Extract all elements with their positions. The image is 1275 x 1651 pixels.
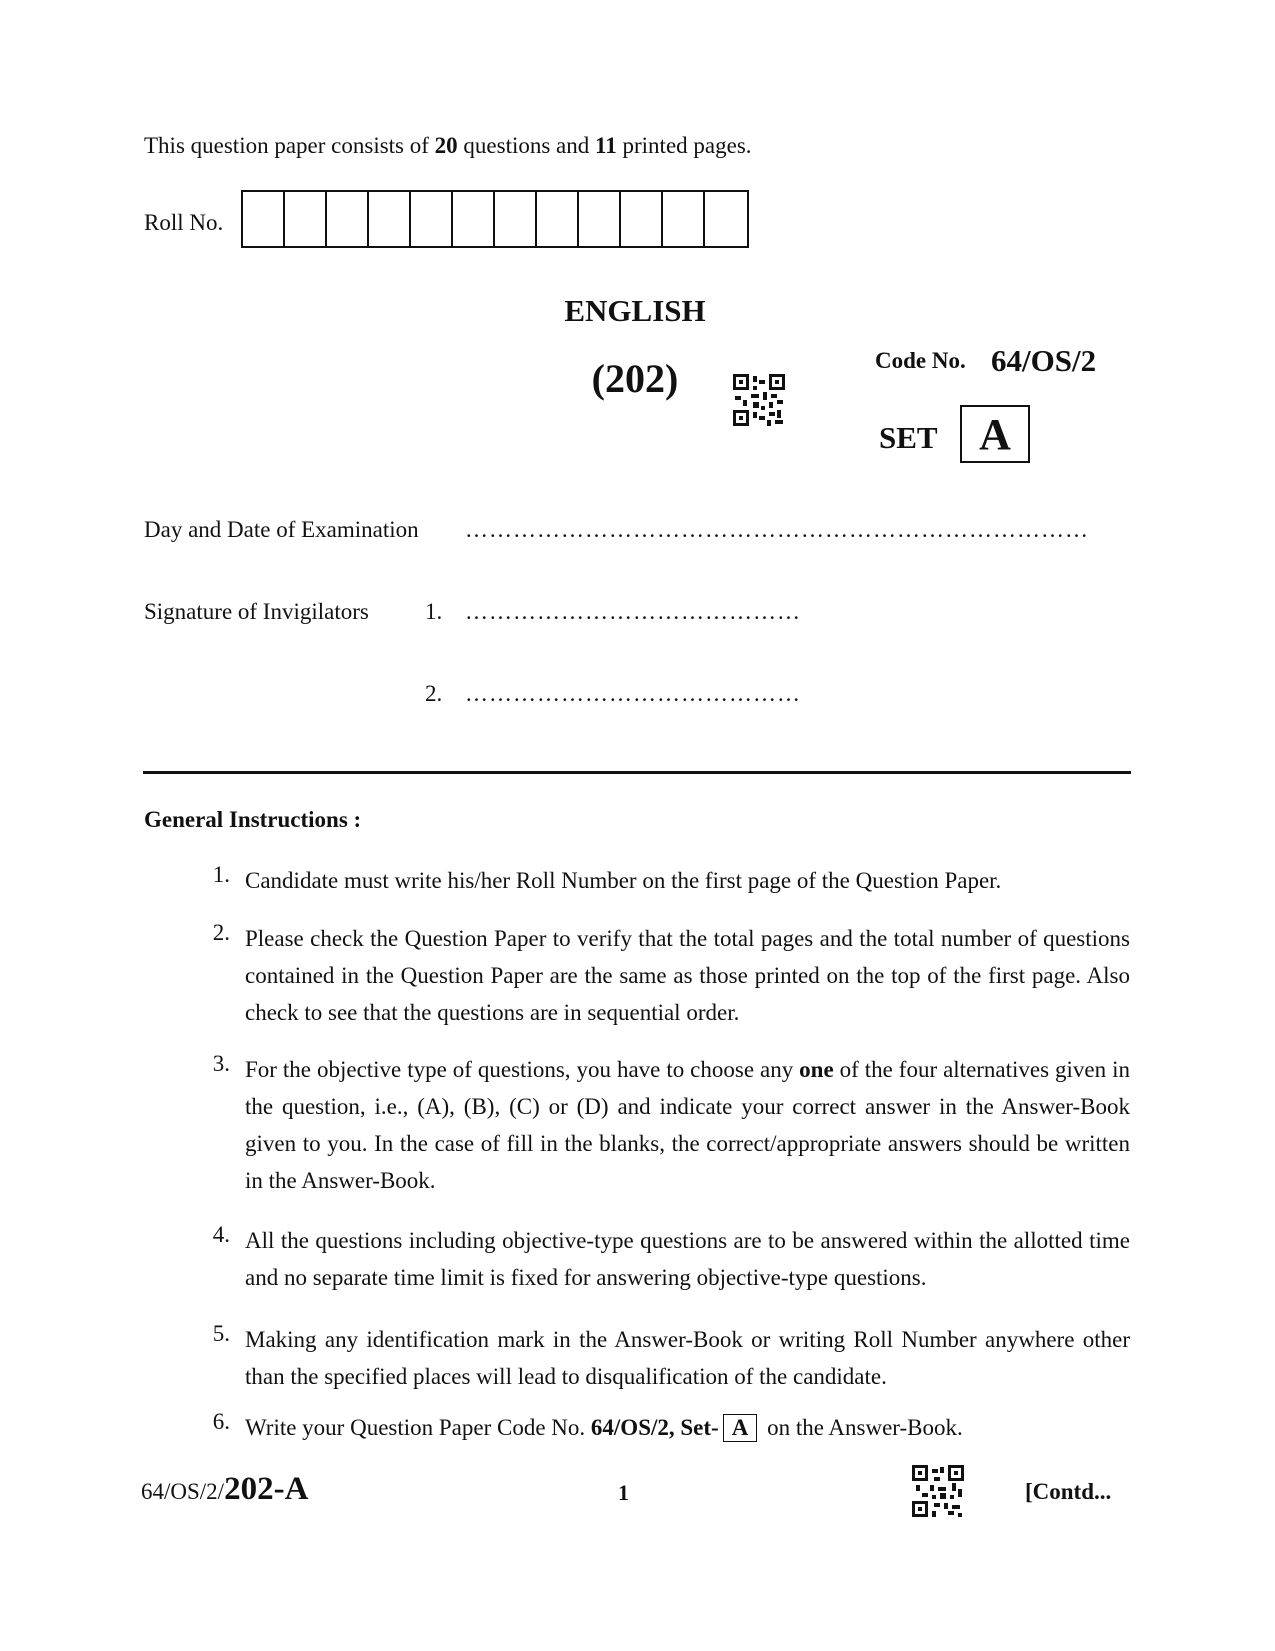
instruction-text: Please check the Question Paper to verify that the total pages and the total number of questions contained in the Question Paper are the same as those printed on the top of the first page. Also check to see that the questions are in sequential order. (245, 926, 1130, 1025)
instruction-item (200, 1051, 1130, 1199)
instruction-number: 4. (212, 1222, 230, 1247)
roll-digit-box[interactable] (453, 192, 495, 246)
instruction-item (200, 862, 1130, 899)
instruction-text: Write your Question Paper Code No. 64/OS/2, Set- A on the Answer-Book. (245, 1415, 963, 1440)
instruction-number: 1. (212, 862, 230, 887)
instruction-number: 2. (212, 920, 230, 945)
instruction-text: For the objective type of questions, you have to choose any one of the four alternatives given in the question, i.e., (A), (B), (C) or (D) and indicate your correct answer in the Answer-Book given to you. In the case of fill in the blanks, the correct/appropriate answers should be written in the Answer-Book. (245, 1057, 1130, 1193)
qr-code-icon (912, 1465, 964, 1517)
roll-digit-box[interactable] (243, 192, 285, 246)
subject-title: ENGLISH (564, 293, 706, 328)
set-inline-box: A (723, 1414, 758, 1442)
roll-digit-box[interactable] (705, 192, 747, 246)
set-value-box: A (960, 405, 1030, 463)
roll-number-boxes[interactable] (241, 190, 749, 248)
code-number-label: Code No. (875, 348, 966, 373)
signature-1-field[interactable]: …………………………………… (465, 599, 801, 624)
page-number: 1 (618, 1480, 629, 1505)
footer-paper-code: 64/OS/2/202-A (141, 1471, 309, 1507)
page-count: 11 (595, 133, 617, 158)
exam-date-field[interactable]: …………………………………………………………………… (465, 517, 1089, 542)
roll-digit-box[interactable] (411, 192, 453, 246)
roll-digit-box[interactable] (327, 192, 369, 246)
paper-summary: This question paper consists of 20 questions and 11 printed pages. (144, 133, 752, 158)
set-label: SET (879, 420, 938, 455)
exam-date-label: Day and Date of Examination (144, 517, 419, 542)
instruction-number: 6. (212, 1409, 230, 1434)
instruction-number: 3. (212, 1051, 230, 1076)
code-number-value: 64/OS/2 (991, 343, 1097, 378)
instruction-text: All the questions including objective-type questions are to be answered within the allotted time and no separate time limit is fixed for answering objective-type questions. (245, 1228, 1130, 1290)
roll-digit-box[interactable] (495, 192, 537, 246)
instruction-item (200, 1321, 1130, 1395)
signature-2-field[interactable]: …………………………………… (465, 681, 801, 706)
roll-digit-box[interactable] (621, 192, 663, 246)
instruction-item (200, 1409, 1130, 1446)
general-instructions-title: General Instructions : (144, 807, 362, 832)
roll-digit-box[interactable] (369, 192, 411, 246)
section-divider (143, 771, 1131, 774)
qr-code-icon (733, 374, 785, 426)
question-count: 20 (434, 133, 458, 158)
instruction-item (200, 1222, 1130, 1296)
signature-1-number: 1. (425, 599, 443, 624)
subject-code: (202) (591, 356, 679, 401)
roll-digit-box[interactable] (285, 192, 327, 246)
invigilator-signature-label: Signature of Invigilators (144, 599, 369, 624)
roll-digit-box[interactable] (579, 192, 621, 246)
instruction-item (200, 920, 1130, 1031)
roll-digit-box[interactable] (663, 192, 705, 246)
roll-digit-box[interactable] (537, 192, 579, 246)
instruction-text: Candidate must write his/her Roll Number on the first page of the Question Paper. (245, 868, 1002, 893)
roll-number-label: Roll No. (144, 210, 224, 235)
signature-2-number: 2. (425, 681, 443, 706)
instruction-text: Making any identification mark in the Answer-Book or writing Roll Number anywhere other than the specified places will lead to disqualification of the candidate. (245, 1327, 1130, 1389)
continued-label: [Contd... (1025, 1479, 1112, 1504)
instruction-number: 5. (212, 1321, 230, 1346)
